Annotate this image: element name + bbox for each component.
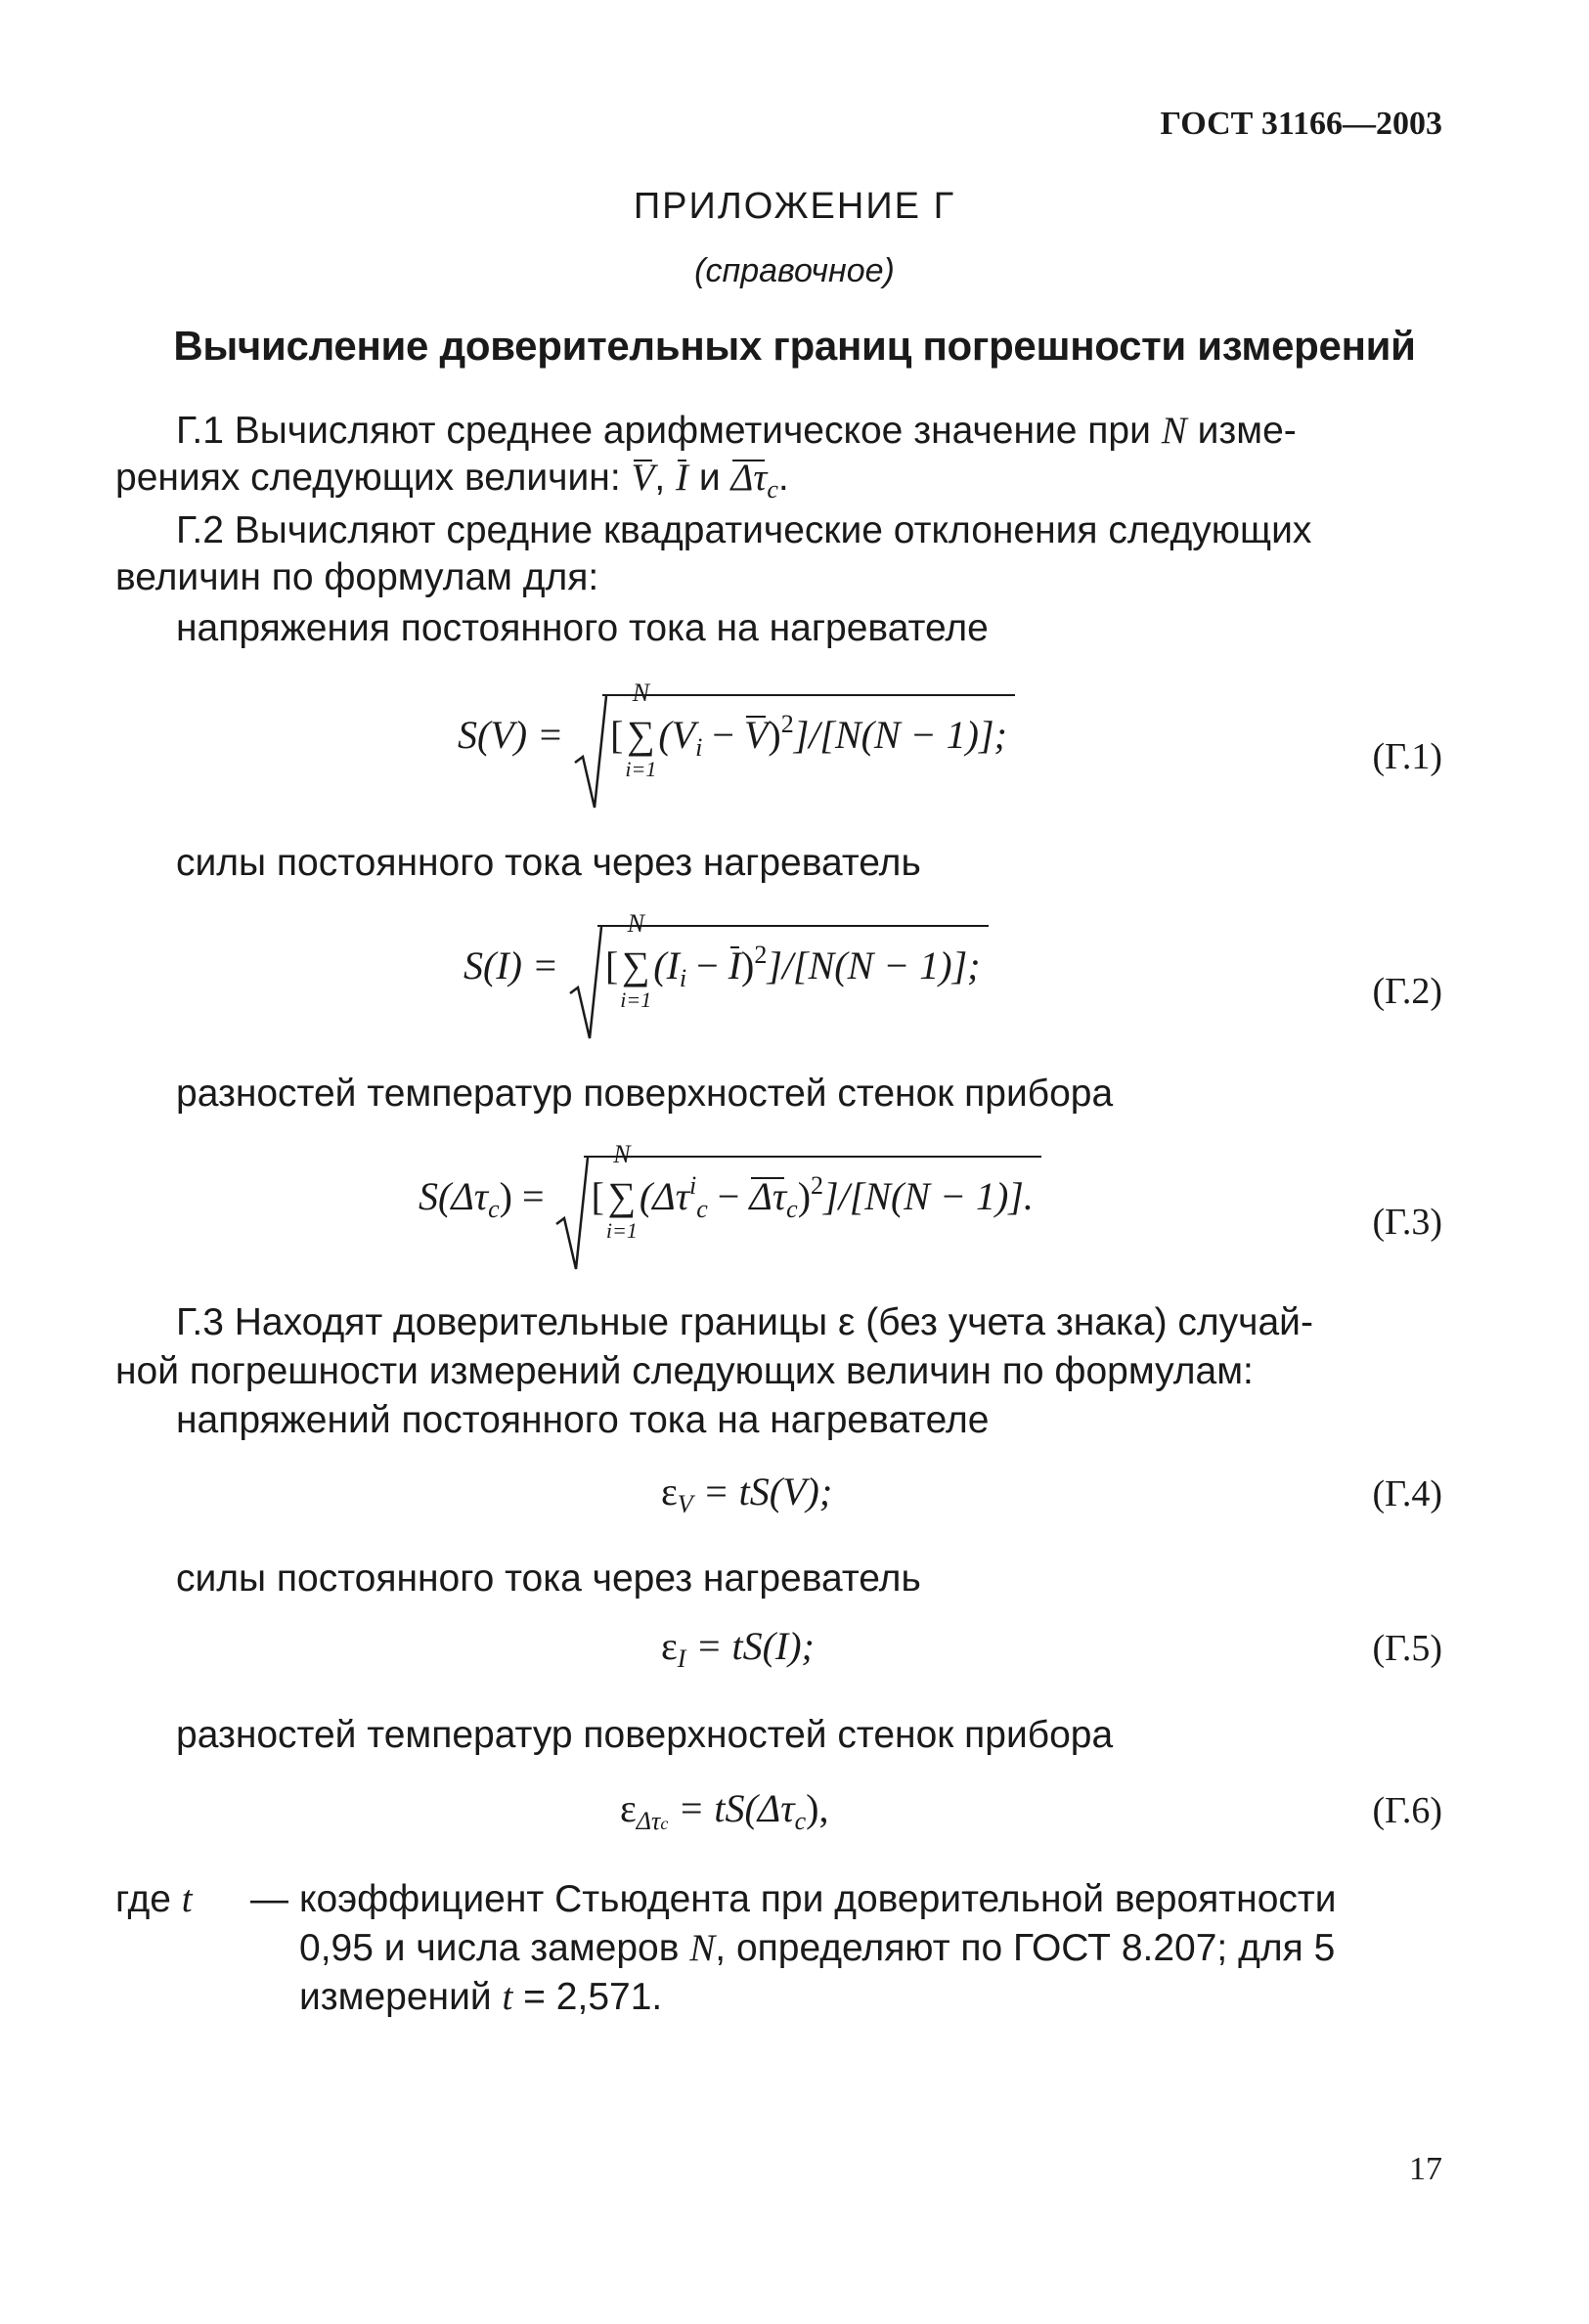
var-i-mean: I xyxy=(676,457,688,499)
var-dtau-mean: Δτ xyxy=(730,457,768,499)
text: 0,95 и числа замеров xyxy=(299,1927,690,1969)
comma: , xyxy=(654,457,676,499)
paren: ) xyxy=(741,943,755,987)
sub-c: c xyxy=(488,1195,500,1223)
sum-upper: N xyxy=(627,909,644,938)
where-word: где xyxy=(115,1878,182,1920)
sub-v: V xyxy=(677,1490,693,1518)
sum-icon: ∑ N i=1 xyxy=(604,1173,640,1219)
rhs: = tS(Δτ xyxy=(668,1786,795,1830)
sum-icon: ∑ N i=1 xyxy=(623,712,658,758)
dot: . xyxy=(777,457,789,499)
sum-upper: N xyxy=(632,679,650,707)
paragraph-g2-line3: напряжения постоянного тока на нагревателе xyxy=(176,607,989,649)
radical-bar xyxy=(602,694,1015,696)
paragraph-g2-line2: величин по формулам для: xyxy=(115,556,599,598)
sum-upper: N xyxy=(613,1140,631,1168)
var-t: t xyxy=(502,1976,513,2018)
denominator: ]/[N(N − 1)]; xyxy=(793,713,1007,757)
appendix-title: ПРИЛОЖЕНИЕ Г xyxy=(633,186,956,227)
formula-number-g5: (Г.5) xyxy=(1372,1628,1442,1669)
sub-i: i xyxy=(679,964,687,992)
minus: − xyxy=(686,943,728,987)
term: (Δτ xyxy=(639,1174,690,1218)
bracket: [ xyxy=(610,713,624,757)
formula-g6 xyxy=(620,1785,828,1836)
rhs: = tS(I); xyxy=(685,1624,815,1668)
square: 2 xyxy=(754,941,768,969)
sub-c: c xyxy=(794,1807,807,1835)
text: рениях следующих величин: xyxy=(115,457,632,499)
sub-text: Δτ xyxy=(636,1807,661,1835)
radical-icon xyxy=(568,925,603,1052)
paren: ) xyxy=(768,713,781,757)
radical-icon xyxy=(554,1156,590,1283)
lhs: S(V) = xyxy=(458,713,574,757)
note-line2 xyxy=(299,1926,1335,1971)
term: (V xyxy=(658,713,696,757)
note-line3 xyxy=(299,1975,662,2020)
denominator: ]/[N(N − 1)]; xyxy=(767,943,981,987)
note-where xyxy=(115,1877,193,1922)
sub-c: c xyxy=(767,475,778,504)
sub-i: i xyxy=(695,733,703,762)
text: изме- xyxy=(1186,410,1297,452)
epsilon: ε xyxy=(661,1624,678,1668)
rhs: = tS(V); xyxy=(692,1469,833,1513)
epsilon: ε xyxy=(661,1469,678,1513)
bracket: [ xyxy=(591,1174,604,1218)
formula-g1 xyxy=(458,679,1007,781)
paragraph-g2-line1: Г.2 Вычисляют средние квадратические отклонения следующих xyxy=(176,509,1312,551)
formula-g3 xyxy=(419,1140,1034,1243)
sum-icon: ∑ N i=1 xyxy=(618,943,653,988)
lhs: S(I) = xyxy=(463,943,568,987)
epsilon: ε xyxy=(620,1786,637,1830)
formula-number-g4: (Г.4) xyxy=(1372,1473,1442,1514)
formula-number-g1: (Г.1) xyxy=(1372,736,1442,777)
note-dash: — xyxy=(250,1878,288,1920)
label-current: силы постоянного тока через нагреватель xyxy=(176,842,921,884)
minus: − xyxy=(707,1174,750,1218)
formula-g4 xyxy=(661,1469,832,1519)
text: , определяют по ГОСТ 8.207; для 5 xyxy=(715,1927,1336,1969)
radical-bar xyxy=(597,925,989,927)
bracket: [ xyxy=(604,943,619,987)
denominator: ]/[N(N − 1)]. xyxy=(823,1174,1034,1218)
sum-lower: i=1 xyxy=(620,987,652,1012)
formula-number-g3: (Г.3) xyxy=(1372,1202,1442,1243)
label-temperature: разностей температур поверхностей стенок прибора xyxy=(176,1073,1114,1115)
rhs-end: ), xyxy=(806,1786,829,1830)
sub-i: I xyxy=(677,1644,686,1673)
text: измерений xyxy=(299,1976,503,2018)
term: (I xyxy=(653,943,680,987)
paragraph-g1-line2 xyxy=(115,456,789,512)
var-v-mean: V xyxy=(631,457,655,499)
sub-c: c xyxy=(696,1195,708,1223)
var-n: N xyxy=(1161,410,1187,452)
sum-lower: i=1 xyxy=(625,757,657,781)
radical-bar xyxy=(584,1156,1041,1158)
radical-icon xyxy=(573,694,608,821)
sqrt xyxy=(573,679,1007,781)
square: 2 xyxy=(811,1171,824,1200)
text: Г.1 Вычисляют среднее арифметическое значение при xyxy=(176,410,1162,452)
formula-g5 xyxy=(661,1623,815,1674)
paragraph-g1-line1 xyxy=(176,409,1297,454)
formula-number-g6: (Г.6) xyxy=(1372,1790,1442,1831)
var-n: N xyxy=(689,1927,716,1969)
minus: − xyxy=(702,713,744,757)
mean-dtau: Δτ xyxy=(749,1174,787,1218)
paragraph-g3-line3: напряжений постоянного тока на нагревателе xyxy=(176,1399,990,1441)
mean-v: V xyxy=(743,713,769,757)
sub-sub-c: c xyxy=(660,1814,669,1833)
page-number: 17 xyxy=(1409,2151,1442,2187)
lhs-end: ) = xyxy=(499,1174,554,1218)
mean-i: I xyxy=(728,943,742,987)
lhs: S(Δτ xyxy=(419,1174,489,1218)
formula-number-g2: (Г.2) xyxy=(1372,971,1442,1012)
paragraph-g3-line1: Г.3 Находят доверительные границы ε (без учета знака) случай- xyxy=(176,1301,1313,1343)
document-code: ГОСТ 31166—2003 xyxy=(1160,106,1442,142)
label-temperature-2: разностей температур поверхностей стенок прибора xyxy=(176,1714,1114,1756)
sup-i: i xyxy=(689,1171,697,1200)
text: = 2,571. xyxy=(512,1976,663,2018)
label-current-2: силы постоянного тока через нагреватель xyxy=(176,1557,921,1600)
sqrt xyxy=(554,1140,1034,1243)
and: и xyxy=(688,457,731,499)
note-line1: коэффициент Стьюдента при доверительной вероятности xyxy=(299,1878,1337,1920)
sub-c: c xyxy=(786,1195,798,1223)
square: 2 xyxy=(780,710,794,738)
appendix-subtitle: (справочное) xyxy=(694,252,895,289)
section-title: Вычисление доверительных границ погрешности измерений xyxy=(173,323,1416,369)
sub-dtau xyxy=(637,1807,669,1835)
sqrt xyxy=(568,909,981,1012)
formula-g2 xyxy=(463,909,981,1012)
paren: ) xyxy=(797,1174,812,1218)
paragraph-g3-line2: ной погрешности измерений следующих величин по формулам: xyxy=(115,1350,1254,1392)
var-t: t xyxy=(181,1878,193,1920)
sum-lower: i=1 xyxy=(605,1218,638,1243)
